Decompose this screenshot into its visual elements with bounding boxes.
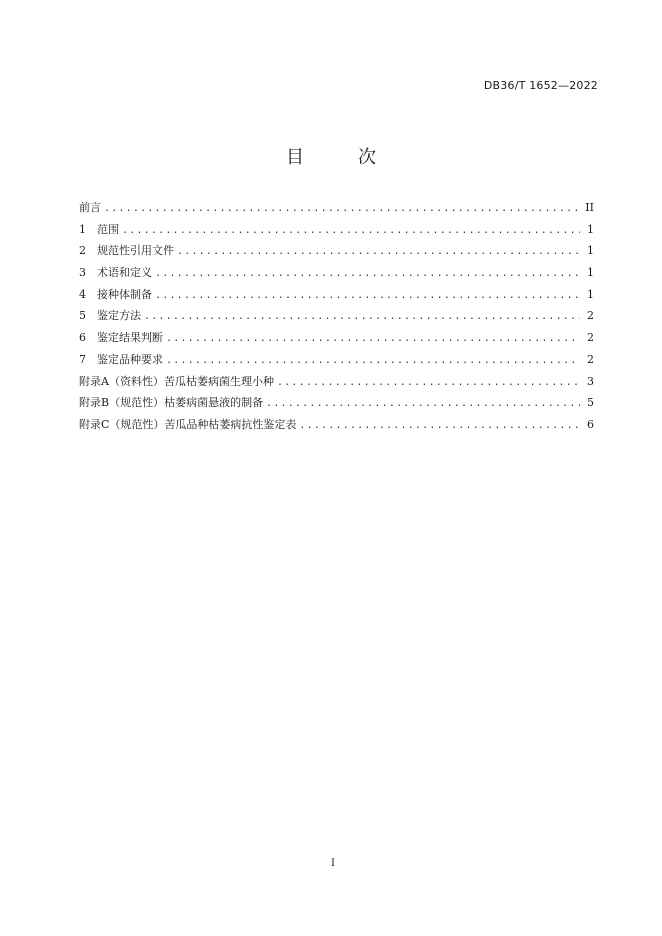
toc-entry-6[interactable] xyxy=(79,329,594,351)
toc-entry-4[interactable] xyxy=(79,286,594,308)
toc-leader-dots xyxy=(277,377,580,388)
toc-entry-label: 鉴定结果判断 xyxy=(97,331,163,345)
toc-entry-page: 1 xyxy=(587,244,594,258)
toc-entry-page: 2 xyxy=(587,331,594,345)
toc-entry-page: 1 xyxy=(587,266,594,280)
toc-entry-number: 7 xyxy=(79,352,86,366)
toc-entry-page: II xyxy=(585,201,594,214)
toc-entry-annex-b[interactable] xyxy=(79,394,594,416)
standard-code: DB36/T 1652—2022 xyxy=(483,79,598,92)
toc-entry-number: 3 xyxy=(79,266,86,280)
toc-entry-label: 附录B（规范性）枯萎病菌悬液的制备 xyxy=(79,396,264,410)
toc-entry-1[interactable] xyxy=(79,221,594,243)
toc-entry-page: 1 xyxy=(587,222,594,236)
toc-leader-dots xyxy=(266,398,580,409)
toc-leader-dots xyxy=(122,225,580,236)
toc-entry-label: 范围 xyxy=(97,222,119,236)
toc-entry-number: 5 xyxy=(79,309,86,323)
toc-leader-dots xyxy=(177,246,580,257)
toc-leader-dots xyxy=(144,311,580,322)
toc-leader-dots xyxy=(299,420,580,431)
toc-entry-foreword[interactable] xyxy=(79,199,594,221)
toc-entry-label: 附录A（资料性）苦瓜枯萎病菌生理小种 xyxy=(79,374,274,388)
page-number xyxy=(0,858,662,869)
page-number-text: I xyxy=(331,858,335,869)
toc-entry-page: 5 xyxy=(587,396,594,410)
toc-entry-number: 1 xyxy=(79,222,86,236)
toc-entry-label: 鉴定方法 xyxy=(97,309,141,323)
toc-leader-dots xyxy=(104,203,580,214)
toc-entry-number: 6 xyxy=(79,331,86,345)
toc-entry-number: 2 xyxy=(79,244,86,258)
toc-entry-page: 2 xyxy=(587,309,594,323)
toc-entry-page: 2 xyxy=(587,352,594,366)
toc-entry-label: 附录C（规范性）苦瓜品种枯萎病抗性鉴定表 xyxy=(79,417,297,431)
toc-leader-dots xyxy=(166,355,580,366)
toc-title: 目 次 xyxy=(286,147,394,168)
toc-entry-3[interactable] xyxy=(79,264,594,286)
toc-entry-5[interactable] xyxy=(79,307,594,329)
toc-entry-annex-a[interactable] xyxy=(79,373,594,395)
toc-entry-label: 术语和定义 xyxy=(97,266,152,280)
toc-entry-label: 接种体制备 xyxy=(97,287,152,301)
toc-entry-label: 前言 xyxy=(79,201,101,214)
toc-entry-label: 规范性引用文件 xyxy=(97,244,174,258)
toc-entry-label: 鉴定品种要求 xyxy=(97,352,163,366)
toc-leader-dots xyxy=(166,333,580,344)
toc-entry-7[interactable] xyxy=(79,351,594,373)
toc-leader-dots xyxy=(155,268,580,279)
toc-leader-dots xyxy=(155,290,580,301)
toc-entry-page: 6 xyxy=(587,417,594,431)
toc-entry-page: 3 xyxy=(587,374,594,388)
toc-list xyxy=(79,199,594,438)
toc-entry-number: 4 xyxy=(79,287,86,301)
toc-entry-annex-c[interactable] xyxy=(79,416,594,438)
toc-entry-2[interactable] xyxy=(79,242,594,264)
toc-entry-page: 1 xyxy=(587,287,594,301)
